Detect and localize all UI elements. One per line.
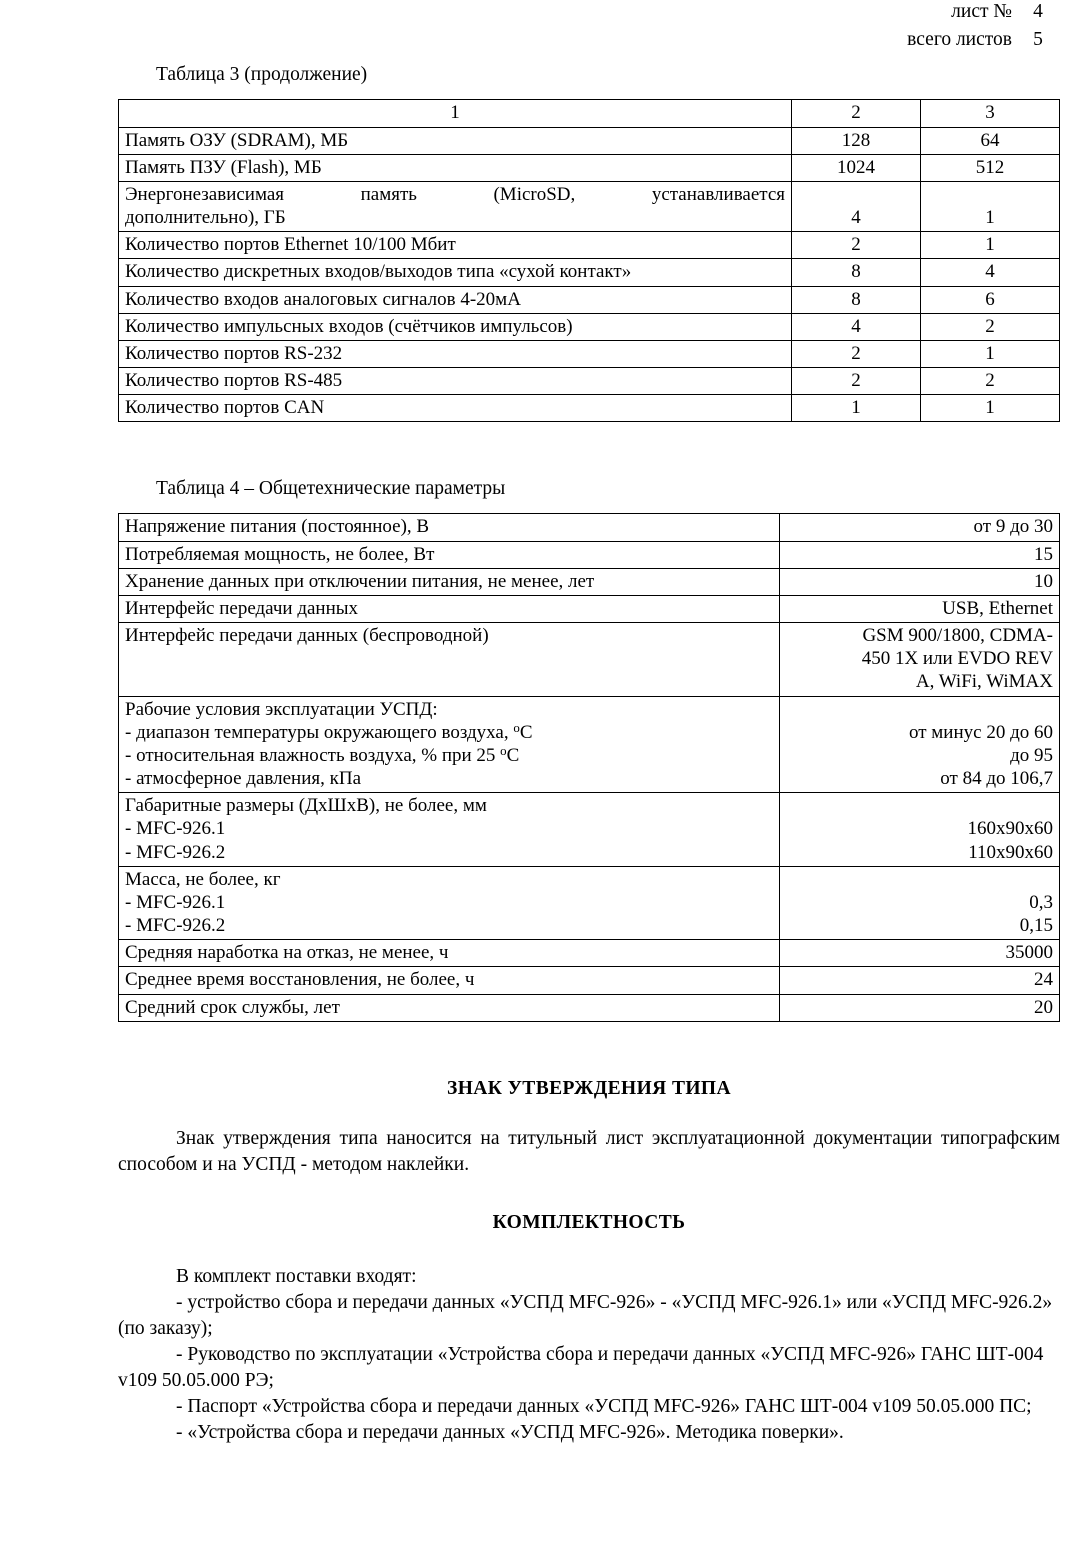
table-row <box>119 154 1060 181</box>
table3-row1-c3: 512 <box>921 154 1060 181</box>
table3-row9-c2: 1 <box>792 395 921 422</box>
table3-row3-label: Количество портов Ethernet 10/100 Мбит <box>119 232 792 259</box>
table3-row7-c2: 2 <box>792 340 921 367</box>
table3-row8-c3: 2 <box>921 368 1060 395</box>
table4-row7-value <box>780 866 1060 940</box>
table4-row8-value: 35000 <box>780 940 1060 967</box>
table3-row2-label-line1: Энергонезависимая память (MicroSD, устанавливается <box>125 183 785 205</box>
section-title-kit: КОМПЛЕКТНОСТЬ <box>492 1212 686 1233</box>
table3-row2-label <box>119 181 792 231</box>
table4-row6-value-line2: 160x90x60 <box>967 818 1053 840</box>
total-sheets-row <box>644 26 1064 54</box>
list-item: - Паспорт «Устройства сбора и передачи данных «УСПД MFC-926» ГАНС ШТ-004 v109 50.05.000 ПС; <box>176 1395 1032 1417</box>
table4-row4-value-line1: GSM 900/1800, CDMA- <box>862 625 1053 647</box>
total-sheets-label: всего листов <box>907 28 1012 50</box>
table4-row7-label-line1: Масса, не более, кг <box>125 868 281 890</box>
table4-row2-label: Хранение данных при отключении питания, не менее, лет <box>119 568 780 595</box>
table3-row2-c3: 1 <box>921 181 1060 231</box>
section-completeness <box>118 1212 1060 1445</box>
table4-row6-label-line2: - MFC-926.1 <box>125 818 226 840</box>
total-sheets-value: 5 <box>1033 28 1043 50</box>
table4-row1-value: 15 <box>780 541 1060 568</box>
table3-row3-c3: 1 <box>921 232 1060 259</box>
table4-row4-value-line2: 450 1X или EVDO REV <box>861 648 1053 670</box>
table3-row3-c2: 2 <box>792 232 921 259</box>
list-item: - Руководство по эксплуатации «Устройства сбора и передачи данных «УСПД MFC-926» ГАНС ШТ-004 v109 50.05.000 РЭ; <box>118 1343 1044 1391</box>
table3-row6-c3: 2 <box>921 313 1060 340</box>
table-row <box>119 696 1060 793</box>
table4-row5-value-line2: от минус 20 до 60 <box>908 721 1053 743</box>
table-row <box>119 313 1060 340</box>
table4-row6-value <box>780 793 1060 867</box>
list-item: - устройство сбора и передачи данных «УСПД MFC-926» - «УСПД MFC-926.1» или «УСПД MFC-926.2» (по заказу); <box>118 1291 1053 1339</box>
section-title-mark: ЗНАК УТВЕРЖДЕНИЯ ТИПА <box>447 1078 731 1099</box>
table4-row5-label-line1: Рабочие условия эксплуатации УСПД: <box>125 698 438 720</box>
table-row <box>119 340 1060 367</box>
table3-row1-label: Память ПЗУ (Flash), МБ <box>119 154 792 181</box>
table4-row4-label: Интерфейс передачи данных (беспроводной) <box>119 623 780 697</box>
table-row <box>119 967 1060 994</box>
table3-row0-c2: 128 <box>792 127 921 154</box>
sheet-number-value: 4 <box>1033 1 1043 22</box>
table4-row6-label <box>119 793 780 867</box>
sheet-number-label: лист № <box>951 1 1012 22</box>
table3-row8-label: Количество портов RS-485 <box>119 368 792 395</box>
table3-row2-c2: 4 <box>792 181 921 231</box>
table3-row5-c2: 8 <box>792 286 921 313</box>
table-row <box>119 568 1060 595</box>
table-row <box>119 395 1060 422</box>
table4-row3-value: USB, Ethernet <box>780 595 1060 622</box>
table3-row5-label: Количество входов аналоговых сигналов 4-20мА <box>119 286 792 313</box>
table-row <box>119 940 1060 967</box>
table-row <box>119 595 1060 622</box>
list-item: - «Устройства сбора и передачи данных «УСПД MFC-926». Методика поверки». <box>176 1421 844 1443</box>
kit-intro: В комплект поставки входят: <box>176 1266 417 1287</box>
table-row <box>119 286 1060 313</box>
table4-row5-value-line4: от 84 до 106,7 <box>940 768 1053 790</box>
table3-row6-c2: 4 <box>792 313 921 340</box>
table3-row2-label-line2: дополнительно), ГБ <box>125 207 286 229</box>
table3-row4-c2: 8 <box>792 259 921 286</box>
table-row <box>119 181 1060 231</box>
table4-block <box>118 476 1060 1022</box>
page-header <box>644 0 1064 53</box>
table4-row0-label: Напряжение питания (постоянное), В <box>119 514 780 541</box>
table4-row5-label <box>119 696 780 793</box>
table4 <box>118 513 1060 1021</box>
table3-row7-label: Количество портов RS-232 <box>119 340 792 367</box>
table4-row1-label: Потребляемая мощность, не более, Вт <box>119 541 780 568</box>
table4-row6-value-spacer <box>786 794 1053 817</box>
table4-row7-label <box>119 866 780 940</box>
table-row <box>119 259 1060 286</box>
table4-row5-label-line2: - диапазон температуры окружающего воздуха, $^о$С <box>125 719 533 743</box>
table-row <box>119 514 1060 541</box>
table4-row5-label-line3: - относительная влажность воздуха, % при 25 $^о$С <box>125 743 520 766</box>
table3-row0-label: Память ОЗУ (SDRAM), МБ <box>119 127 792 154</box>
table4-row5-value-line3: до 95 <box>1010 744 1053 766</box>
table-row <box>119 368 1060 395</box>
table-row <box>119 541 1060 568</box>
table3-row5-c3: 6 <box>921 286 1060 313</box>
table3-col2-header: 2 <box>792 100 921 127</box>
degree-icon: о <box>500 743 507 759</box>
section-mark-approval <box>118 1078 1060 1178</box>
table4-row7-label-line2: - MFC-926.1 <box>125 891 226 913</box>
table4-row6-value-line3: 110x90x60 <box>968 841 1053 863</box>
table3-row9-c3: 1 <box>921 395 1060 422</box>
sheet-number-row <box>644 0 1064 26</box>
section-mark-paragraph: Знак утверждения типа наносится на титульный лист эксплуатационной документации типографским способом и на УСПД - методом наклейки. <box>118 1128 1060 1175</box>
table4-row7-label-line3: - MFC-926.2 <box>125 915 226 937</box>
table4-row5-value-spacer <box>786 698 1053 721</box>
table4-row8-label: Средняя наработка на отказ, не менее, ч <box>119 940 780 967</box>
table4-row10-value: 20 <box>780 994 1060 1021</box>
table3-header-row <box>119 100 1060 127</box>
table4-row5-value <box>780 696 1060 793</box>
table-row <box>119 994 1060 1021</box>
table4-row3-label: Интерфейс передачи данных <box>119 595 780 622</box>
table3-row1-c2: 1024 <box>792 154 921 181</box>
table-row <box>119 623 1060 697</box>
table3-caption: Таблица 3 (продолжение) <box>156 64 368 85</box>
table4-caption: Таблица 4 – Общетехнические параметры <box>156 478 506 499</box>
table3-row4-label: Количество дискретных входов/выходов типа «сухой контакт» <box>119 259 792 286</box>
table4-row7-value-line3: 0,15 <box>1019 915 1053 937</box>
table3-row0-c3: 64 <box>921 127 1060 154</box>
table4-row9-value: 24 <box>780 967 1060 994</box>
table3-row6-label: Количество импульсных входов (счётчиков импульсов) <box>119 313 792 340</box>
table-row <box>119 793 1060 867</box>
table4-row0-value: от 9 до 30 <box>780 514 1060 541</box>
table4-row7-value-line2: 0,3 <box>1029 891 1053 913</box>
table3-row9-label: Количество портов CAN <box>119 395 792 422</box>
table3-col1-header: 1 <box>119 100 792 127</box>
table4-row2-value: 10 <box>780 568 1060 595</box>
table-row <box>119 866 1060 940</box>
table-row <box>119 232 1060 259</box>
table4-row4-value <box>780 623 1060 697</box>
table3-row7-c3: 1 <box>921 340 1060 367</box>
table4-row10-label: Средний срок службы, лет <box>119 994 780 1021</box>
table4-row9-label: Среднее время восстановления, не более, ч <box>119 967 780 994</box>
table4-row6-label-line3: - MFC-926.2 <box>125 841 226 863</box>
table4-row5-label-line4: - атмосферное давления, кПа <box>125 768 362 790</box>
table-row <box>119 127 1060 154</box>
table3 <box>118 99 1060 422</box>
table4-row6-label-line1: Габаритные размеры (ДхШхВ), не более, мм <box>125 795 487 817</box>
table3-block <box>118 62 1060 422</box>
table3-col3-header: 3 <box>921 100 1060 127</box>
table4-row7-value-spacer <box>786 868 1053 891</box>
degree-icon: о <box>513 719 520 735</box>
table3-row8-c2: 2 <box>792 368 921 395</box>
table3-row4-c3: 4 <box>921 259 1060 286</box>
table4-row4-value-line3: A, WiFi, WiMAX <box>915 671 1053 693</box>
